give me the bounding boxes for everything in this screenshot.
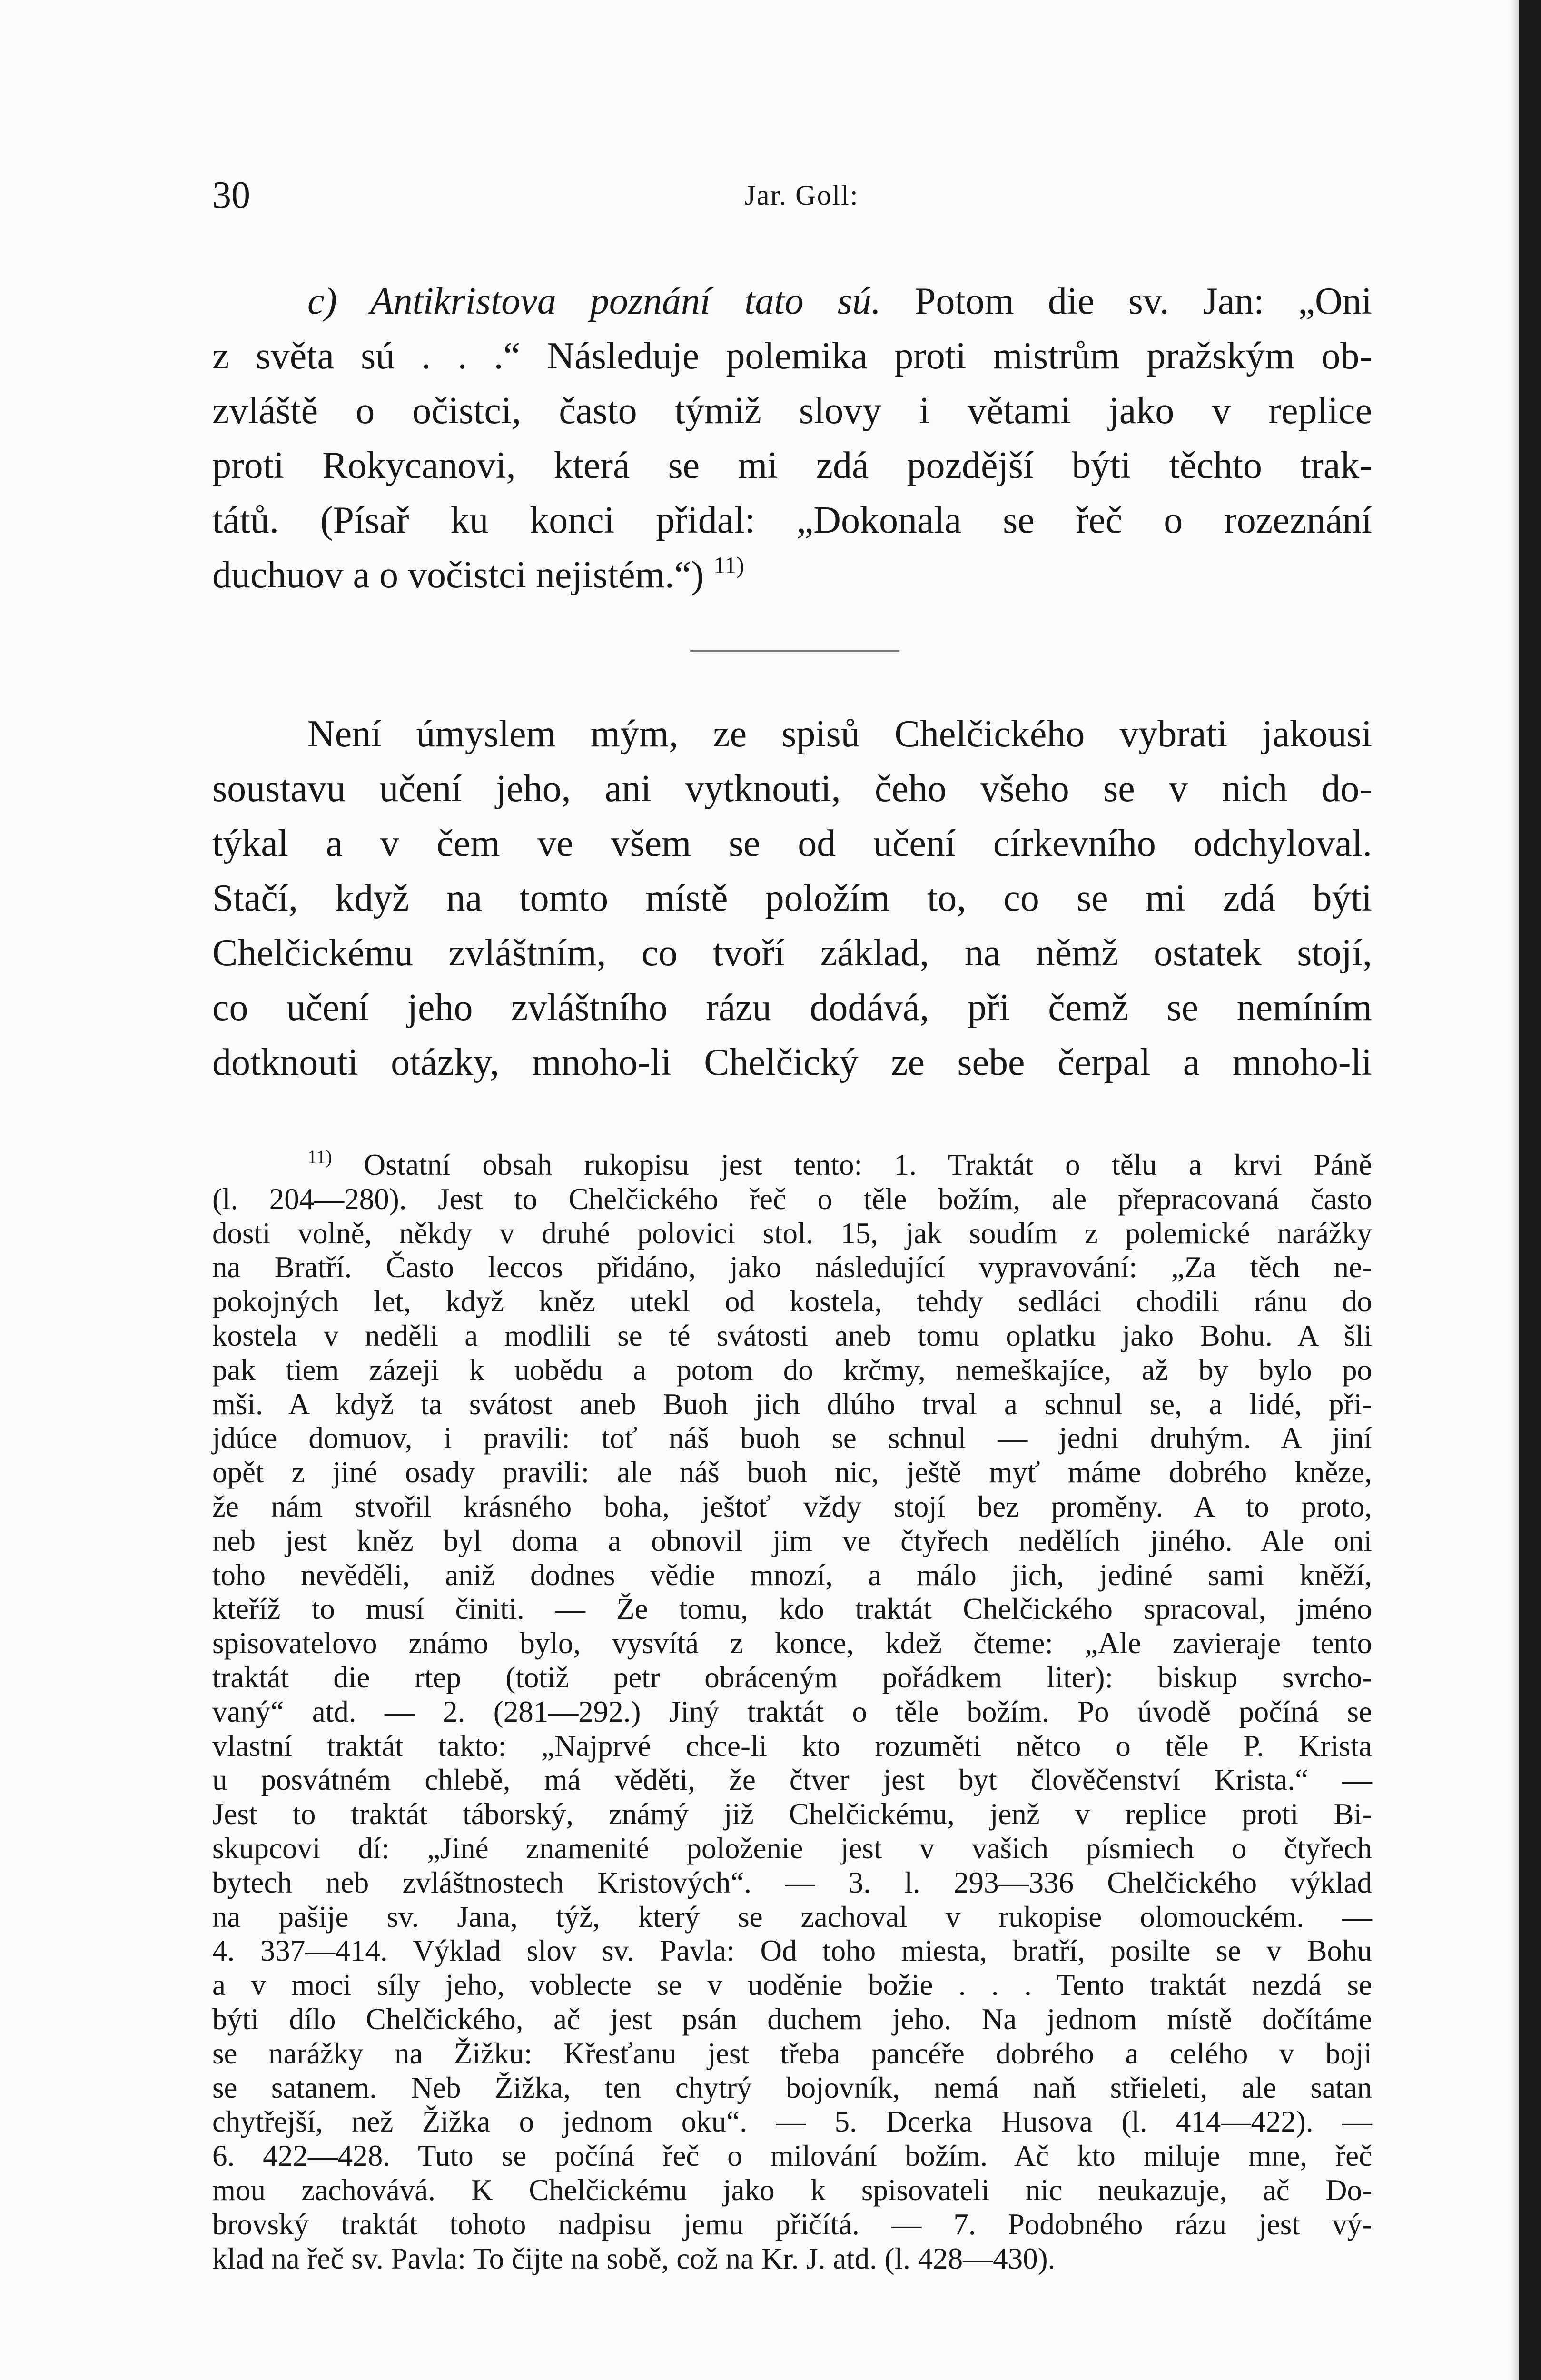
footnote-line: 4. 337—414. Výklad slov sv. Pavla: Od toho miesta, bratří, posilte se v Bohu (212, 1934, 1372, 1968)
footnote-line: mou zachovává. K Chelčickému jako k spisovateli nic neukazuje, ač Do- (212, 2173, 1372, 2207)
page-number: 30 (212, 174, 250, 216)
footnote-line: brovský traktát tohoto nadpisu jemu přičítá. — 7. Podobného rázu jest vý- (212, 2207, 1372, 2241)
text-line: co učení jeho zvláštního rázu dodává, při čemž se nemíním (212, 987, 1372, 1029)
footnote-line: kostela v neděli a modlili se té svátosti aneb tomu oplatku jako Bohu. A šli (212, 1319, 1372, 1352)
text-line: dotknouti otázky, mnoho-li Chelčický ze sebe čerpal a mnoho-li (212, 1041, 1372, 1083)
footnote-line: opět z jiné osady pravili: ale náš buoh nic, ještě myť máme dobrého kněze, (212, 1456, 1372, 1489)
line-text: Ostatní obsah rukopisu jest tento: 1. Traktát o tělu a krvi Páně (364, 1148, 1373, 1181)
line-text: duchuov a o vočistci nejistém.“) (212, 554, 704, 596)
text-line: proti Rokycanovi, která se mi zdá pozdější býti těchto trak- (212, 445, 1372, 486)
footnote-line: vlastní traktát takto: „Najprvé chce-li kto rozuměti nětco o těle P. Krista (212, 1729, 1372, 1763)
text-line: zvláště o očistci, často týmiž slovy i větami jako v replice (212, 390, 1372, 432)
italic-heading: c) Antikristova poznání tato sú. (307, 280, 881, 322)
footnote-line: mši. A když ta svátost aneb Buoh jich dlúho trval a schnul se, a lidé, při- (212, 1387, 1372, 1421)
footnote-line: se narážky na Žižku: Křesťanu jest třeba pancéře dobrého a celého v boji (212, 2036, 1372, 2070)
footnote-line: neb jest kněz byl doma a obnovil jim ve čtyřech nedělích jiného. Ale oni (212, 1524, 1372, 1557)
footnote-line: býti dílo Chelčického, ač jest psán duchem jeho. Na jednom místě dočítáme (212, 2002, 1372, 2036)
line-text: Potom die sv. Jan: „Oni (880, 280, 1373, 322)
footnote-line: skupcovi dí: „Jiné znamenité položenie jest v vašich písmiech o čtyřech (212, 1831, 1372, 1865)
footnote-line: chytřejší, než Žižka o jednom oku“. — 5. Dcerka Husova (l. 414—422). — (212, 2105, 1372, 2139)
footnote-line: bytech neb zvláštnostech Kristových“. — 3. l. 293—336 Chelčického výklad (212, 1865, 1372, 1899)
footnote-line: že nám stvořil krásného boha, ještoť vždy stojí bez proměny. A to proto, (212, 1489, 1372, 1523)
text-line: tátů. (Písař ku konci přidal: „Dokonala se řeč o rozeznání (212, 499, 1372, 541)
text-line: Není úmyslem mým, ze spisů Chelčického vybrati jakousi (307, 713, 1372, 755)
footnote-line: pokojných let, když kněz utekl od kostela, tehdy sedláci chodili ránu do (212, 1285, 1372, 1319)
footnote-line: u posvátném chlebě, má věděti, že čtver jest byt člověčenství Krista.“ — (212, 1763, 1372, 1797)
text-line: Stačí, když na tomto místě položím to, co se mi zdá býti (212, 877, 1372, 919)
text-line: z světa sú . . .“ Následuje polemika proti mistrům pražským ob- (212, 335, 1372, 377)
footnote-line: jdúce domuov, i pravili: toť náš buoh se schnul — jedni druhým. A jiní (212, 1421, 1372, 1455)
footnote-line: kteříž to musí činiti. — Že tomu, kdo traktát Chelčického spracoval, jméno (212, 1592, 1372, 1626)
footnote-line: Jest to traktát táborský, známý již Chelčickému, jenž v replice proti Bi- (212, 1797, 1372, 1831)
footnote-line: se satanem. Neb Žižka, ten chytrý bojovník, nemá naň střieleti, ale satan (212, 2071, 1372, 2104)
footnote-line: a v moci síly jeho, voblecte se v uoděnie božie . . . Tento traktát nezdá se (212, 1968, 1372, 2002)
footnote-line: 6. 422—428. Tuto se počíná řeč o milování božím. Ač kto miluje mne, řeč (212, 2139, 1372, 2173)
footnote-line: dosti volně, někdy v druhé polovici stol. 15, jak soudím z polemické narážky (212, 1216, 1372, 1250)
footnote-line (212, 1148, 1372, 1182)
footnote-line: vaný“ atd. — 2. (281—292.) Jiný traktát o těle božím. Po úvodě počíná se (212, 1695, 1372, 1728)
footnote-reference[interactable]: 11) (713, 552, 744, 578)
section-separator (690, 650, 899, 652)
footnote-line: klad na řeč sv. Pavla: To čijte na sobě, což na Kr. J. atd. (l. 428—430). (212, 2241, 1056, 2275)
paragraph-antikrist (212, 274, 1372, 603)
footnote-line: na Bratří. Často leccos přidáno, jako následující vypravování: „Za těch ne- (212, 1250, 1372, 1284)
footnote-line: (l. 204—280). Jest to Chelčického řeč o těle božím, ale přepracovaná často (212, 1182, 1372, 1216)
footnote-line: pak tiem zázeji k uobědu a potom do krčmy, nemeškajíce, až by bylo po (212, 1353, 1372, 1387)
text-line: týkal a v čem ve všem se od učení církevního odchyloval. (212, 823, 1372, 864)
text-line (212, 274, 1372, 329)
footnote-line: toho nevěděli, aniž dodnes vědie mnozí, a málo jich, jediné sami kněží, (212, 1558, 1372, 1592)
text-line: soustavu učení jeho, ani vytknouti, čeho všeho se v nich do- (212, 768, 1372, 810)
footnote-11 (212, 1148, 1372, 2276)
scan-edge-shadow (1511, 0, 1519, 2380)
paragraph-main (212, 707, 1372, 1090)
text-line (212, 548, 1372, 603)
footnote-line: na pašije sv. Jana, týž, který se zachoval v rukopise olomouckém. — (212, 1900, 1372, 1934)
page-header (212, 169, 1372, 221)
text-line: Chelčickému zvláštním, co tvoří základ, na němž ostatek stojí, (212, 932, 1372, 974)
scan-edge (1519, 0, 1541, 2380)
footnote-line: spisovatelovo známo bylo, vysvítá z konce, kdež čteme: „Ale zavieraje tento (212, 1626, 1372, 1660)
footnote-marker: 11) (307, 1146, 332, 1168)
running-head: Jar. Goll: (744, 179, 859, 211)
footnote-line: traktát die rtep (totiž petr obráceným pořádkem liter): biskup svrcho- (212, 1660, 1372, 1694)
